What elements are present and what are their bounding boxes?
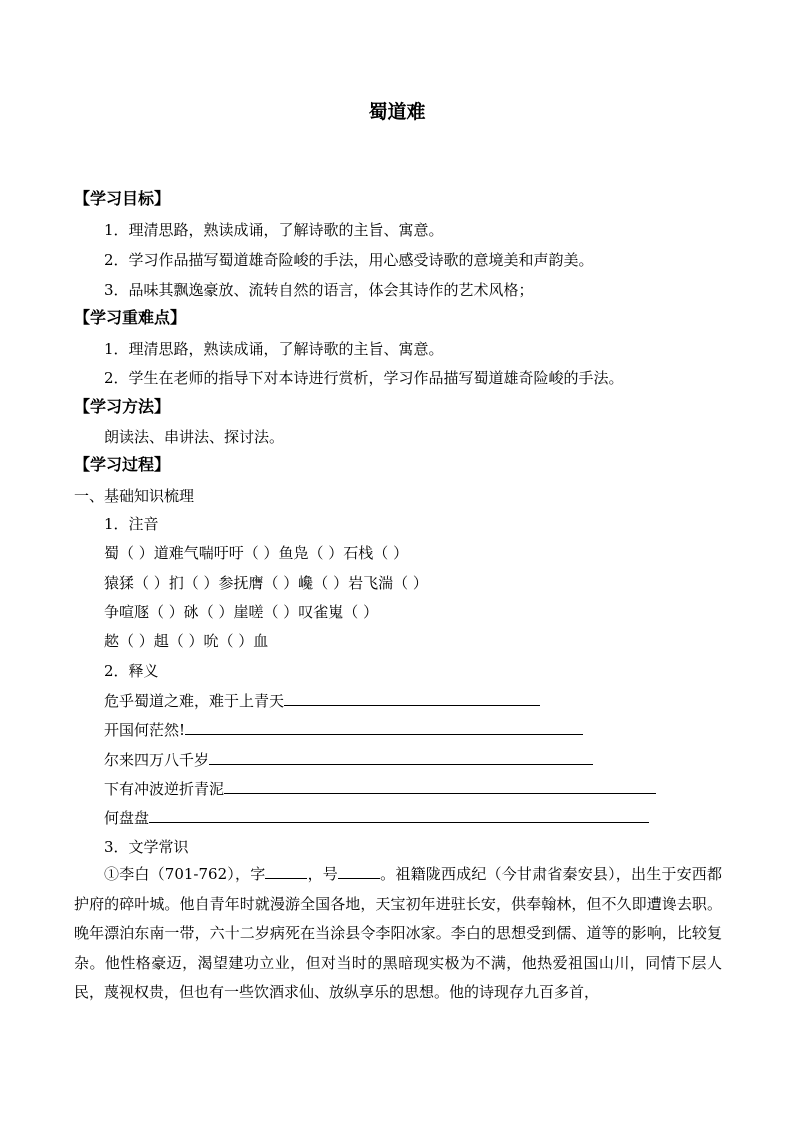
meaning-item (104, 749, 593, 770)
answer-blank[interactable] (284, 690, 540, 706)
pinyin-label: 1．注音 (104, 515, 159, 533)
pinyin-line: 争喧豗（ ）砯（ ）崖嗟（ ）叹雀嵬（ ） (104, 603, 379, 621)
meaning-item (104, 778, 656, 799)
literature-label: 3．文学常识 (104, 838, 189, 856)
answer-blank[interactable] (265, 864, 307, 879)
answer-blank[interactable] (185, 719, 583, 735)
pinyin-line: 蜀（ ）道难气喘吁吁（ ）鱼凫（ ）石栈（ ） (104, 544, 409, 562)
objective-item: 1．理清思路，熟读成诵，了解诗歌的主旨、寓意。 (104, 221, 444, 239)
meaning-phrase: 开国何茫然! (104, 721, 186, 739)
key-points-heading: 【学习重难点】 (74, 308, 187, 327)
meaning-phrase: 危乎蜀道之难，难于上青天 (104, 692, 285, 710)
methods-heading: 【学习方法】 (74, 397, 171, 416)
meaning-item (104, 690, 540, 711)
objective-item: 3．品味其飘逸豪放、流转自然的语言，体会其诗作的艺术风格； (104, 281, 534, 299)
page-title: 蜀道难 (368, 101, 426, 123)
section-heading: 一、基础知识梳理 (74, 487, 195, 505)
meaning-label: 2．释义 (104, 662, 159, 680)
literature-text: 。祖籍陇西成纪（今甘肃省秦安县），出生于安西都护府的碎叶城。他自青年时就漫游全国各地，天宝初年进驻长安，供奉翰林，但不久即遭谗去职。晚年漂泊东南一带，六十二岁病死在当涂县令李阳冰家。李白的思想受到儒、道等的影响，比较复杂。他性格豪迈，渴望建功立业，但对当时的黑暗现实极为不满，他热爱祖国山川，同情下层人民，蔑视权贵，但也有一些饮酒求仙、放纵享乐的思想。他的诗现存九百多首， (74, 865, 722, 1001)
answer-blank[interactable] (224, 778, 656, 794)
objectives-heading: 【学习目标】 (74, 189, 171, 208)
literature-paragraph (74, 860, 722, 1008)
pinyin-line: 趑（ ）趄（ ）吮（ ）血 (104, 632, 269, 650)
meaning-phrase: 尔来四万八千岁 (104, 751, 210, 769)
answer-blank[interactable] (149, 807, 649, 823)
literature-text: ①李白（701-762），字 (104, 865, 266, 883)
answer-blank[interactable] (209, 749, 593, 765)
meaning-phrase: 下有冲波逆折青泥 (104, 780, 225, 798)
key-point-item: 1．理清思路，熟读成诵，了解诗歌的主旨、寓意。 (104, 340, 444, 358)
answer-blank[interactable] (338, 864, 380, 879)
methods-text: 朗读法、串讲法、探讨法。 (104, 428, 285, 446)
meaning-phrase: 何盘盘 (104, 809, 150, 827)
meaning-item (104, 807, 649, 828)
key-point-item: 2．学生在老师的指导下对本诗进行赏析，学习作品描写蜀道雄奇险峻的手法。 (104, 369, 624, 387)
process-heading: 【学习过程】 (74, 455, 171, 474)
objective-item: 2．学习作品描写蜀道雄奇险峻的手法，用心感受诗歌的意境美和声韵美。 (104, 251, 594, 269)
pinyin-line: 猿猱（ ）扪（ ）参抚膺（ ）巉（ ）岩飞湍（ ） (104, 574, 428, 592)
literature-text: ，号 (307, 865, 338, 883)
meaning-item (104, 719, 583, 740)
